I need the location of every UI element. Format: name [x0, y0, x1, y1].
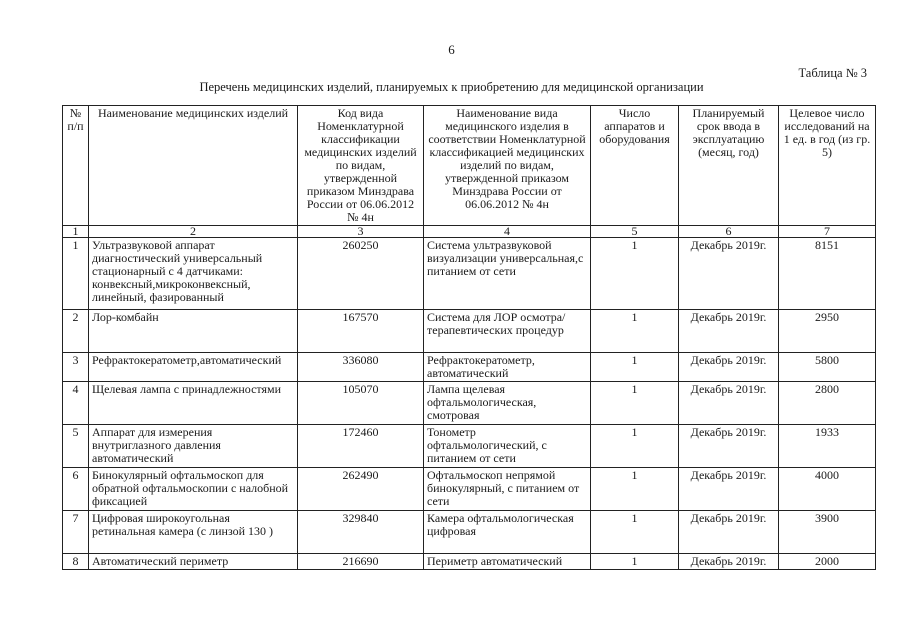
row-device-name: Ультразвуковой аппарат диагностический универсальный стационарный с 4 датчиками: конвексный,микроконвексный, линейный, фазированный — [89, 238, 298, 310]
row-code: 105070 — [298, 382, 424, 425]
row-device-name: Бинокулярный офтальмоскоп для обратной офтальмоскопии с налобной фиксацией — [89, 468, 298, 511]
row-device-name: Щелевая лампа с принадлежностями — [89, 382, 298, 425]
row-num: 1 — [63, 238, 89, 310]
column-header-target: Целевое число исследований на 1 ед. в год (из гр. 5) — [779, 106, 876, 226]
page-number: 6 — [448, 42, 455, 57]
table-label: Таблица № 3 — [798, 66, 867, 80]
row-num: 2 — [63, 310, 89, 353]
row-kind: Тонометр офтальмологический, с питанием от сети — [424, 425, 591, 468]
table-header-row — [63, 106, 876, 226]
row-kind: Камера офтальмологическая цифровая — [424, 511, 591, 554]
row-count: 1 — [591, 353, 679, 382]
row-code: 262490 — [298, 468, 424, 511]
row-date: Декабрь 2019г. — [679, 353, 779, 382]
table-title: Перечень медицинских изделий, планируемых к приобретению для медицинской организации — [199, 80, 704, 94]
row-date: Декабрь 2019г. — [679, 238, 779, 310]
column-header-code: Код вида Номенклатурной классификации медицинских изделий по видам, утвержденной приказом Минздрава России от 06.06.2012 № 4н — [298, 106, 424, 226]
row-date: Декабрь 2019г. — [679, 310, 779, 353]
column-number: 1 — [63, 226, 89, 238]
row-code: 167570 — [298, 310, 424, 353]
column-number: 3 — [298, 226, 424, 238]
row-date: Декабрь 2019г. — [679, 511, 779, 554]
row-device-name: Цифровая широкоугольная ретинальная камера (с линзой 130 ) — [89, 511, 298, 554]
row-count: 1 — [591, 468, 679, 511]
row-target: 4000 — [779, 468, 876, 511]
column-number-row — [63, 226, 876, 238]
row-kind: Система ультразвуковой визуализации универсальная,с питанием от сети — [424, 238, 591, 310]
column-header-kind: Наименование вида медицинского изделия в соответствии Номенклатурной классификацией медицинских изделий по видам, утвержденной приказом Минздрава России от 06.06.2012 № 4н — [424, 106, 591, 226]
row-num: 5 — [63, 425, 89, 468]
column-header-name: Наименование медицинских изделий — [89, 106, 298, 226]
table-row — [63, 353, 876, 382]
row-kind: Рефрактокератометр, автоматический — [424, 353, 591, 382]
row-kind: Система для ЛОР осмотра/терапевтических процедур — [424, 310, 591, 353]
row-target: 1933 — [779, 425, 876, 468]
row-count: 1 — [591, 511, 679, 554]
row-target: 2800 — [779, 382, 876, 425]
row-count: 1 — [591, 310, 679, 353]
row-code: 329840 — [298, 511, 424, 554]
table-row — [63, 511, 876, 554]
table-row — [63, 310, 876, 353]
row-count: 1 — [591, 382, 679, 425]
column-number: 5 — [591, 226, 679, 238]
row-device-name: Автоматический периметр — [89, 554, 298, 570]
row-device-name: Лор-комбайн — [89, 310, 298, 353]
row-code: 172460 — [298, 425, 424, 468]
row-num: 3 — [63, 353, 89, 382]
row-target: 3900 — [779, 511, 876, 554]
table-row — [63, 468, 876, 511]
column-header-num: № п/п — [63, 106, 89, 226]
table-row — [63, 382, 876, 425]
row-target: 5800 — [779, 353, 876, 382]
devices-table — [62, 105, 876, 570]
row-num: 8 — [63, 554, 89, 570]
row-num: 4 — [63, 382, 89, 425]
row-code: 216690 — [298, 554, 424, 570]
row-date: Декабрь 2019г. — [679, 554, 779, 570]
row-device-name: Рефрактокератометр,автоматический — [89, 353, 298, 382]
row-count: 1 — [591, 554, 679, 570]
row-target: 2950 — [779, 310, 876, 353]
column-header-date: Планируемый срок ввода в эксплуатацию (месяц, год) — [679, 106, 779, 226]
column-number: 6 — [679, 226, 779, 238]
row-kind: Периметр автоматический — [424, 554, 591, 570]
row-num: 6 — [63, 468, 89, 511]
column-number: 7 — [779, 226, 876, 238]
row-date: Декабрь 2019г. — [679, 425, 779, 468]
row-count: 1 — [591, 238, 679, 310]
table-row — [63, 554, 876, 570]
row-target: 8151 — [779, 238, 876, 310]
row-count: 1 — [591, 425, 679, 468]
row-num: 7 — [63, 511, 89, 554]
table-row — [63, 238, 876, 310]
row-device-name: Аппарат для измерения внутриглазного давления автоматический — [89, 425, 298, 468]
row-code: 260250 — [298, 238, 424, 310]
row-kind: Офтальмоскоп непрямой бинокулярный, с питанием от сети — [424, 468, 591, 511]
column-number: 4 — [424, 226, 591, 238]
row-date: Декабрь 2019г. — [679, 468, 779, 511]
row-date: Декабрь 2019г. — [679, 382, 779, 425]
row-target: 2000 — [779, 554, 876, 570]
column-header-count: Число аппаратов и оборудования — [591, 106, 679, 226]
column-number: 2 — [89, 226, 298, 238]
table-row — [63, 425, 876, 468]
row-kind: Лампа щелевая офтальмологическая, смотровая — [424, 382, 591, 425]
row-code: 336080 — [298, 353, 424, 382]
